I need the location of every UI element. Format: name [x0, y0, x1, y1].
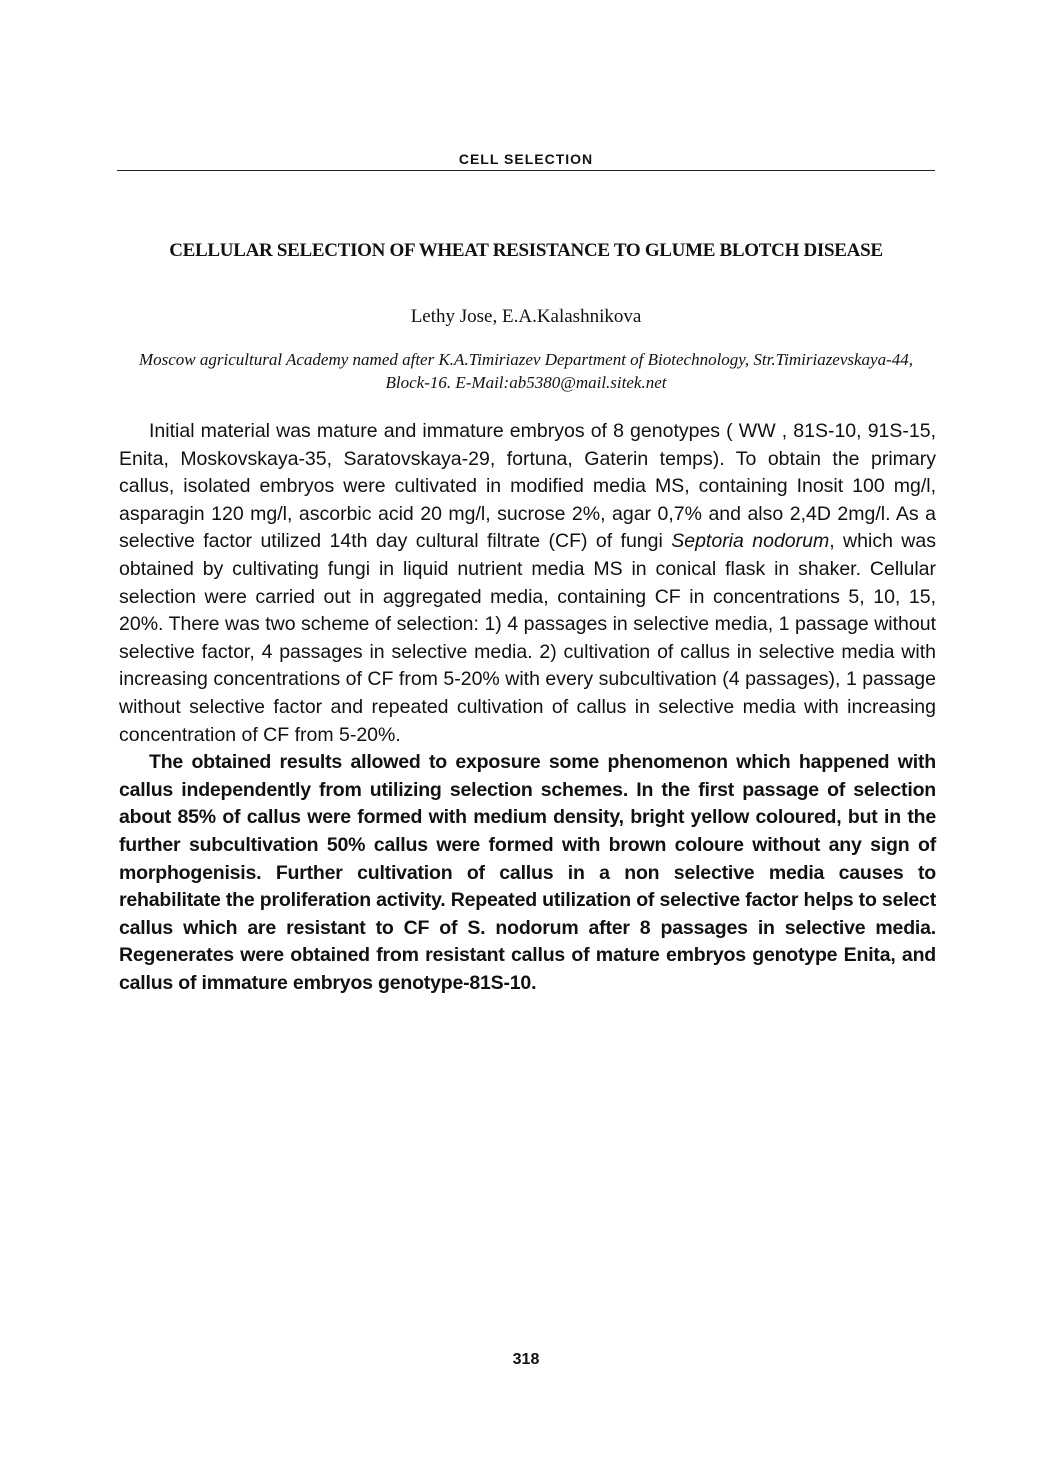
paragraph-1-text-start: Initial material was mature and immature embryos of 8 genotypes ( WW , 81S-10, 91S-15, Enita, Moskovskaya-35, Saratovskaya-29, fortuna, Gaterin temps). To obtain the primary callus, isolated embryos were cultivated in modified media MS, containing Inosit 100 mg/l, asparagin 120 mg/l, ascorbic acid 20 mg/l, sucrose 2%, agar 0,7% and also 2,4D 2mg/l. As a selective factor utilized 14th day cultural filtrate (CF) of fungi — [119, 420, 936, 553]
article-title: CELLULAR SELECTION OF WHEAT RESISTANCE TO GLUME BLOTCH DISEASE — [169, 240, 883, 261]
page-number: 318 — [512, 1351, 540, 1368]
running-header: CELL SELECTION — [458, 151, 594, 167]
abstract-paragraph-2: The obtained results allowed to exposure some phenomenon which happened with callus independently from utilizing selection schemes. In the first passage of selection about 85% of callus were formed with medium density, bright yellow coloured, but in the further subcultivation 50% callus were formed with brown coloure without any sign of morphogenisis. Further cultivation of callus in a non selective media causes to rehabilitate the proliferation activity. Repeated utilization of selective factor helps to select callus which are resistant to CF of S. nodorum after 8 passages in selective media. Regenerates were obtained from resistant callus of mature embryos genotype Enita, and callus of immature embryos genotype-81S-10. — [119, 751, 936, 994]
header-rule — [117, 170, 935, 171]
paragraph-1-text-end: , which was obtained by cultivating fungi in liquid nutrient media MS in conical flask in shaker. Cellular selection were carried out in aggregated media, containing CF in concentrations 5, 10, 15, 20%. There was two scheme of selection: 1) 4 passages in selective media, 1 passage without selective factor, 4 passages in selective media. 2) cultivation of callus in selective media with increasing concentrations of CF from 5-20% with every subcultivation (4 passages), 1 passage without selective factor and repeated cultivation of callus in selective media with increasing concentration of CF from 5-20%. — [119, 530, 936, 746]
article-affiliation: Moscow agricultural Academy named after K.A.Timiriazev Department of Biotechnology, Str.Timiriazevskaya-44, Block-16. E-Mail:ab5380@mail.sitek.net — [138, 350, 914, 392]
abstract-body — [119, 418, 936, 997]
species-name: Septoria nodorum — [671, 530, 830, 553]
abstract-paragraph-1 — [119, 418, 936, 749]
article-authors: Lethy Jose, E.A.Kalashnikova — [410, 306, 642, 327]
